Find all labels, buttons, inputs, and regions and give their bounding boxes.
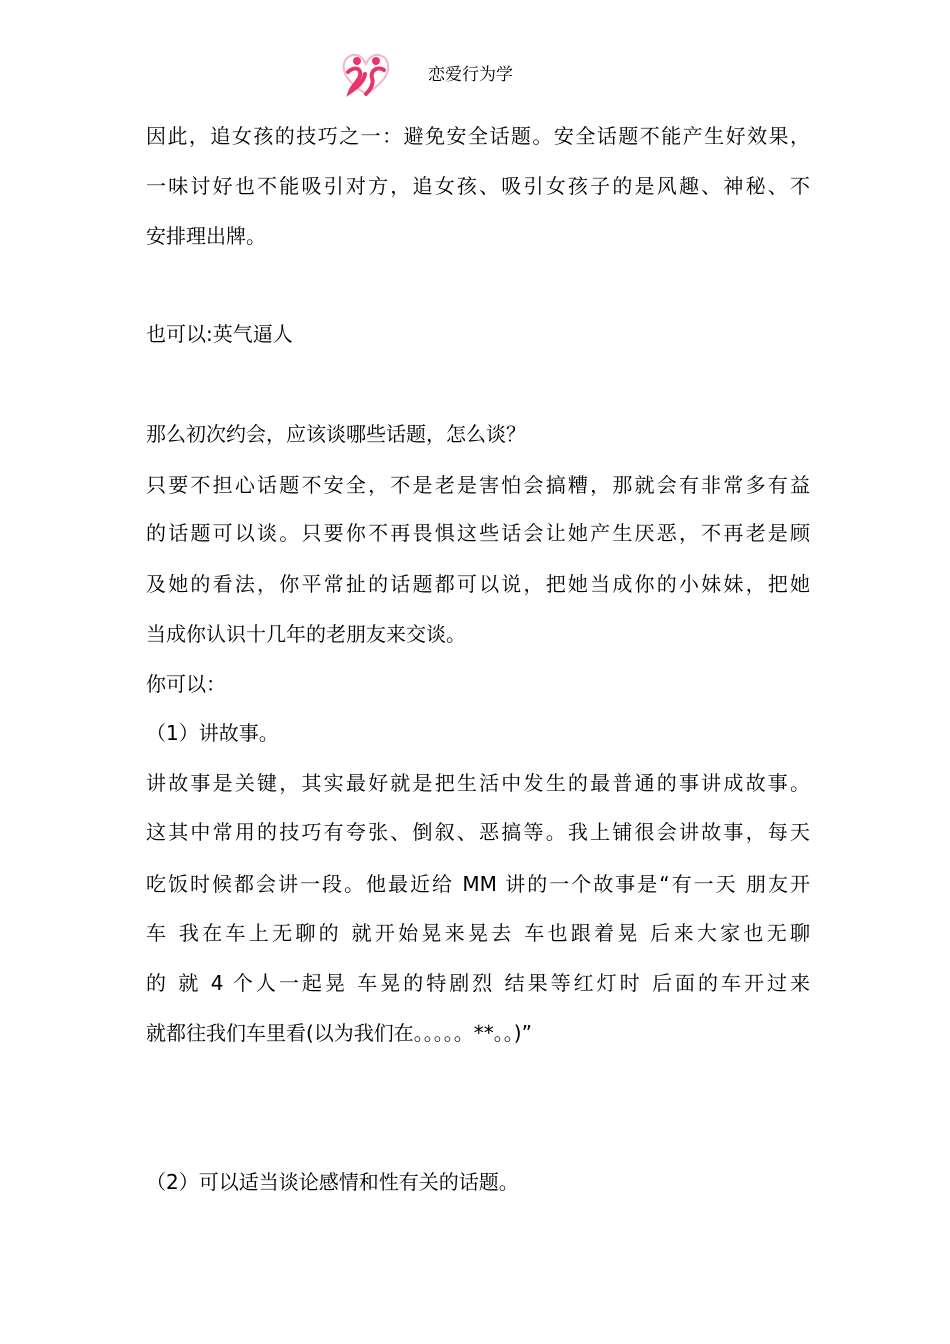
text-line: 及她的看法，你平常扯的话题都可以说，把她当成你的小妹妹，把她	[146, 572, 810, 596]
text-line: 也可以:英气逼人	[146, 322, 293, 346]
text-line: 这其中常用的技巧有夸张、倒叙、恶搞等。我上铺很会讲故事，每天	[146, 820, 810, 844]
heart-figures-logo-icon	[340, 48, 392, 100]
text-line: 就都往我们车里看(以为我们在。。。。。**。。)”	[146, 1021, 532, 1045]
text-line: 一味讨好也不能吸引对方，追女孩、吸引女孩子的是风趣、神秘、不	[146, 174, 810, 198]
text-line: 安排理出牌。	[146, 224, 266, 248]
list-item-heading: （1）讲故事。	[146, 721, 279, 745]
text-line: 讲故事是关键，其实最好就是把生活中发生的最普通的事讲成故事。	[146, 771, 810, 795]
text-line: 车 我在车上无聊的 就开始晃来晃去 车也跟着晃 后来大家也无聊	[146, 921, 810, 945]
text-line: 吃饭时候都会讲一段。他最近给 MM 讲的一个故事是“有一天 朋友开	[146, 872, 810, 896]
text-line: 的话题可以谈。只要你不再畏惧这些话会让她产生厌恶，不再老是顾	[146, 521, 810, 545]
text-line: 那么初次约会，应该谈哪些话题，怎么谈？	[146, 422, 526, 446]
page-header	[340, 48, 640, 104]
list-item-heading: （2）可以适当谈论感情和性有关的话题。	[146, 1170, 519, 1194]
text-line: 的 就 4 个人一起晃 车晃的特剧烈 结果等红灯时 后面的车开过来	[146, 971, 810, 995]
text-line: 当成你认识十几年的老朋友来交谈。	[146, 622, 466, 646]
text-line: 你可以：	[146, 672, 226, 696]
text-line: 只要不担心话题不安全，不是老是害怕会搞糟，那就会有非常多有益	[146, 473, 810, 497]
header-title: 恋爱行为学	[428, 65, 513, 85]
text-line: 因此，追女孩的技巧之一：避免安全话题。安全话题不能产生好效果，	[146, 124, 810, 148]
